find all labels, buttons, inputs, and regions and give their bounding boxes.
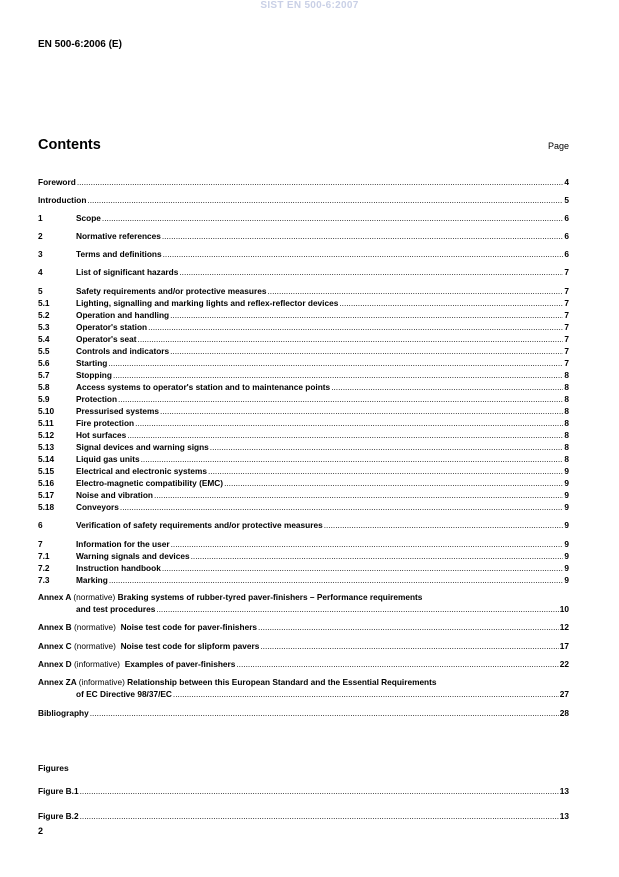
toc-entry[interactable] (38, 310, 569, 320)
annex-label: Annex ZA (38, 677, 77, 687)
toc-entry[interactable] (38, 370, 569, 380)
figures-heading: Figures (38, 763, 69, 773)
toc-entry[interactable] (38, 575, 569, 585)
toc-entry-page: 7 (564, 298, 569, 308)
toc-entry-number: 7 (38, 539, 43, 549)
toc-entry-page: 9 (564, 478, 569, 488)
toc-entry[interactable] (38, 213, 569, 223)
toc-entry-title: Controls and indicators (76, 346, 170, 356)
toc-entry[interactable] (38, 394, 569, 404)
toc-entry-page: 8 (564, 394, 569, 404)
toc-entry[interactable] (38, 539, 569, 549)
annex-entry-c[interactable] (38, 641, 569, 651)
toc-entry-title: Hot surfaces (76, 430, 127, 440)
document-id: EN 500-6:2006 (E) (38, 39, 122, 50)
toc-entry-page: 7 (564, 286, 569, 296)
toc-entry-page: 8 (564, 442, 569, 452)
annex-page: 12 (559, 622, 569, 632)
bibliography-entry[interactable] (38, 708, 569, 718)
toc-entry-page: 9 (564, 502, 569, 512)
toc-entry-title: Stopping (76, 370, 112, 380)
figure-entry[interactable] (38, 786, 569, 796)
toc-entry-page: 9 (564, 539, 569, 549)
annex-entry-d[interactable] (38, 659, 569, 669)
annex-entry-a[interactable] (38, 592, 569, 602)
toc-entry-page: 8 (564, 418, 569, 428)
annex-kind: (informative) (73, 659, 121, 669)
toc-entry-page: 8 (564, 430, 569, 440)
toc-entry-number: 5.8 (38, 382, 50, 392)
toc-entry-page: 9 (564, 551, 569, 561)
toc-entry-title: Electro-magnetic compatibility (EMC) (76, 478, 224, 488)
annex-entry-b[interactable] (38, 622, 569, 632)
toc-entry-number: 5.16 (38, 478, 55, 488)
toc-entry-page: 6 (564, 231, 569, 241)
figure-title: Figure B.1 (38, 786, 79, 796)
annex-kind: (normative) (73, 622, 116, 632)
toc-entry-page: 7 (564, 346, 569, 356)
toc-entry-number: 5.12 (38, 430, 55, 440)
toc-entry-page: 9 (564, 520, 569, 530)
toc-entry-number: 2 (38, 231, 43, 241)
toc-entry-number: 3 (38, 249, 43, 259)
toc-entry-title: Safety requirements and/or protective measures (76, 286, 267, 296)
toc-entry-title: Scope (76, 213, 101, 223)
toc-entry-number: 5.11 (38, 418, 54, 428)
toc-entry-number: 5.2 (38, 310, 50, 320)
toc-entry-page: 8 (564, 454, 569, 464)
toc-entry[interactable] (38, 551, 569, 561)
bibliography-title: Bibliography (38, 708, 89, 718)
annex-label: Annex C (38, 641, 72, 651)
page-column-label: Page (547, 141, 569, 151)
toc-entry-page: 7 (564, 267, 569, 277)
annex-label: Annex B (38, 622, 72, 632)
toc-entry-title: Electrical and electronic systems (76, 466, 207, 476)
toc-entry[interactable] (38, 563, 569, 573)
toc-entry-title: Information for the user (76, 539, 170, 549)
toc-entry-page: 4 (564, 177, 569, 187)
annex-label: Annex A (38, 592, 72, 602)
annex-title-continued: of EC Directive 98/37/EC (76, 689, 172, 699)
annex-kind: (informative) (78, 677, 125, 687)
toc-entry[interactable] (38, 298, 569, 308)
toc-entry-number: 7.3 (38, 575, 50, 585)
toc-entry-number: 5.5 (38, 346, 50, 356)
annex-page: 22 (559, 659, 569, 669)
toc-entry-page: 6 (564, 249, 569, 259)
toc-entry[interactable] (38, 322, 569, 332)
toc-entry-page: 7 (564, 310, 569, 320)
toc-entry-page: 9 (564, 466, 569, 476)
toc-entry-page: 8 (564, 406, 569, 416)
contents-title: Contents (38, 137, 101, 153)
toc-entry-number: 5.6 (38, 358, 50, 368)
toc-entry-page: 7 (564, 334, 569, 344)
annex-title: Noise test code for paver-finishers (120, 622, 258, 632)
toc-entry-title: Terms and definitions (76, 249, 162, 259)
figure-title: Figure B.2 (38, 811, 79, 821)
toc-entry-title: Pressurised systems (76, 406, 160, 416)
toc-entry-number: 1 (38, 213, 43, 223)
toc-entry[interactable] (38, 286, 569, 296)
toc-entry-title: Instruction handbook (76, 563, 161, 573)
toc-entry[interactable] (38, 430, 569, 440)
toc-entry-title: Operator's station (76, 322, 148, 332)
toc-entry-title: Starting (76, 358, 108, 368)
annex-kind: (normative) (73, 592, 116, 602)
annex-title: Noise test code for slipform pavers (120, 641, 260, 651)
toc-entry[interactable] (38, 442, 569, 452)
toc-entry-page: 7 (564, 322, 569, 332)
toc-entry-title: Verification of safety requirements and/or protective measures (76, 520, 323, 530)
figure-entry[interactable] (38, 811, 569, 821)
annex-entry-za[interactable] (38, 677, 569, 687)
toc-entry-page: 9 (564, 563, 569, 573)
toc-entry[interactable] (38, 520, 569, 530)
toc-entry-number: 5 (38, 286, 43, 296)
toc-entry-number: 5.3 (38, 322, 50, 332)
toc-entry-page: 8 (564, 370, 569, 380)
toc-entry-number: 5.14 (38, 454, 55, 464)
figure-page: 13 (559, 786, 569, 796)
toc-entry-number: 5.15 (38, 466, 55, 476)
toc-entry-title: Protection (76, 394, 118, 404)
annex-page: 10 (559, 604, 569, 614)
annex-page: 27 (559, 689, 569, 699)
toc-entry-page: 9 (564, 575, 569, 585)
toc-entry-number: 6 (38, 520, 43, 530)
toc-entry[interactable] (38, 502, 569, 512)
annex-title-continued: and test procedures (76, 604, 156, 614)
toc-entry-page: 5 (564, 195, 569, 205)
annex-page: 17 (559, 641, 569, 651)
toc-entry-title: Operation and handling (76, 310, 170, 320)
toc-entry-number: 7.1 (38, 551, 50, 561)
toc-entry[interactable] (38, 249, 569, 259)
annex-kind: (normative) (73, 641, 116, 651)
toc-entry[interactable] (38, 466, 569, 476)
toc-entry[interactable] (38, 406, 569, 416)
toc-entry-title: Introduction (38, 195, 87, 205)
toc-entry-title: Fire protection (76, 418, 135, 428)
toc-entry-title: Signal devices and warning signs (76, 442, 209, 452)
toc-entry[interactable] (38, 358, 569, 368)
toc-entry-number: 5.9 (38, 394, 50, 404)
toc-entry[interactable] (38, 177, 569, 187)
bibliography-page: 28 (559, 708, 569, 718)
annex-title: Braking systems of rubber-tyred paver-finishers – Performance requirements (117, 592, 423, 602)
toc-entry-number: 5.4 (38, 334, 50, 344)
page-number: 2 (38, 826, 44, 836)
toc-entry-page: 6 (564, 213, 569, 223)
toc-entry-number: 5.13 (38, 442, 55, 452)
toc-entry-number: 5.7 (38, 370, 50, 380)
toc-entry[interactable] (38, 231, 569, 241)
toc-entry-number: 4 (38, 267, 43, 277)
toc-entry[interactable] (38, 454, 569, 464)
toc-entry-title: Operator's seat (76, 334, 137, 344)
annex-entry-a-continued[interactable] (38, 604, 569, 614)
toc-entry-title: Access systems to operator's station and to maintenance points (76, 382, 331, 392)
toc-entry-number: 7.2 (38, 563, 50, 573)
toc-entry[interactable] (38, 334, 569, 344)
figure-page: 13 (559, 811, 569, 821)
toc-entry[interactable] (38, 267, 569, 277)
toc-entry-title: Warning signals and devices (76, 551, 190, 561)
toc-entry[interactable] (38, 490, 569, 500)
annex-title: Relationship between this European Standard and the Essential Requirements (127, 677, 437, 687)
toc-entry-number: 5.1 (38, 298, 50, 308)
toc-entry-number: 5.17 (38, 490, 55, 500)
toc-entry-title: Conveyors (76, 502, 119, 512)
toc-entry-title: Marking (76, 575, 108, 585)
toc-entry-title: Normative references (76, 231, 161, 241)
toc-entry-title: Lighting, signalling and marking lights and reflex-reflector devices (76, 298, 339, 308)
annex-label: Annex D (38, 659, 72, 669)
toc-entry-page: 7 (564, 358, 569, 368)
toc-entry-title: Liquid gas units (76, 454, 140, 464)
toc-entry[interactable] (38, 478, 569, 488)
toc-entry[interactable] (38, 418, 569, 428)
toc-entry-number: 5.18 (38, 502, 55, 512)
toc-entry-page: 8 (564, 382, 569, 392)
toc-entry-number: 5.10 (38, 406, 55, 416)
toc-entry-page: 9 (564, 490, 569, 500)
toc-entry-title: List of significant hazards (76, 267, 179, 277)
toc-entry[interactable] (38, 346, 569, 356)
toc-entry-title: Foreword (38, 177, 76, 187)
toc-entry[interactable] (38, 195, 569, 205)
watermark: SIST EN 500-6:2007 (260, 0, 359, 11)
annex-title: Examples of paver-finishers (124, 659, 236, 669)
toc-entry-title: Noise and vibration (76, 490, 153, 500)
toc-entry[interactable] (38, 382, 569, 392)
annex-entry-za-continued[interactable] (38, 689, 569, 699)
